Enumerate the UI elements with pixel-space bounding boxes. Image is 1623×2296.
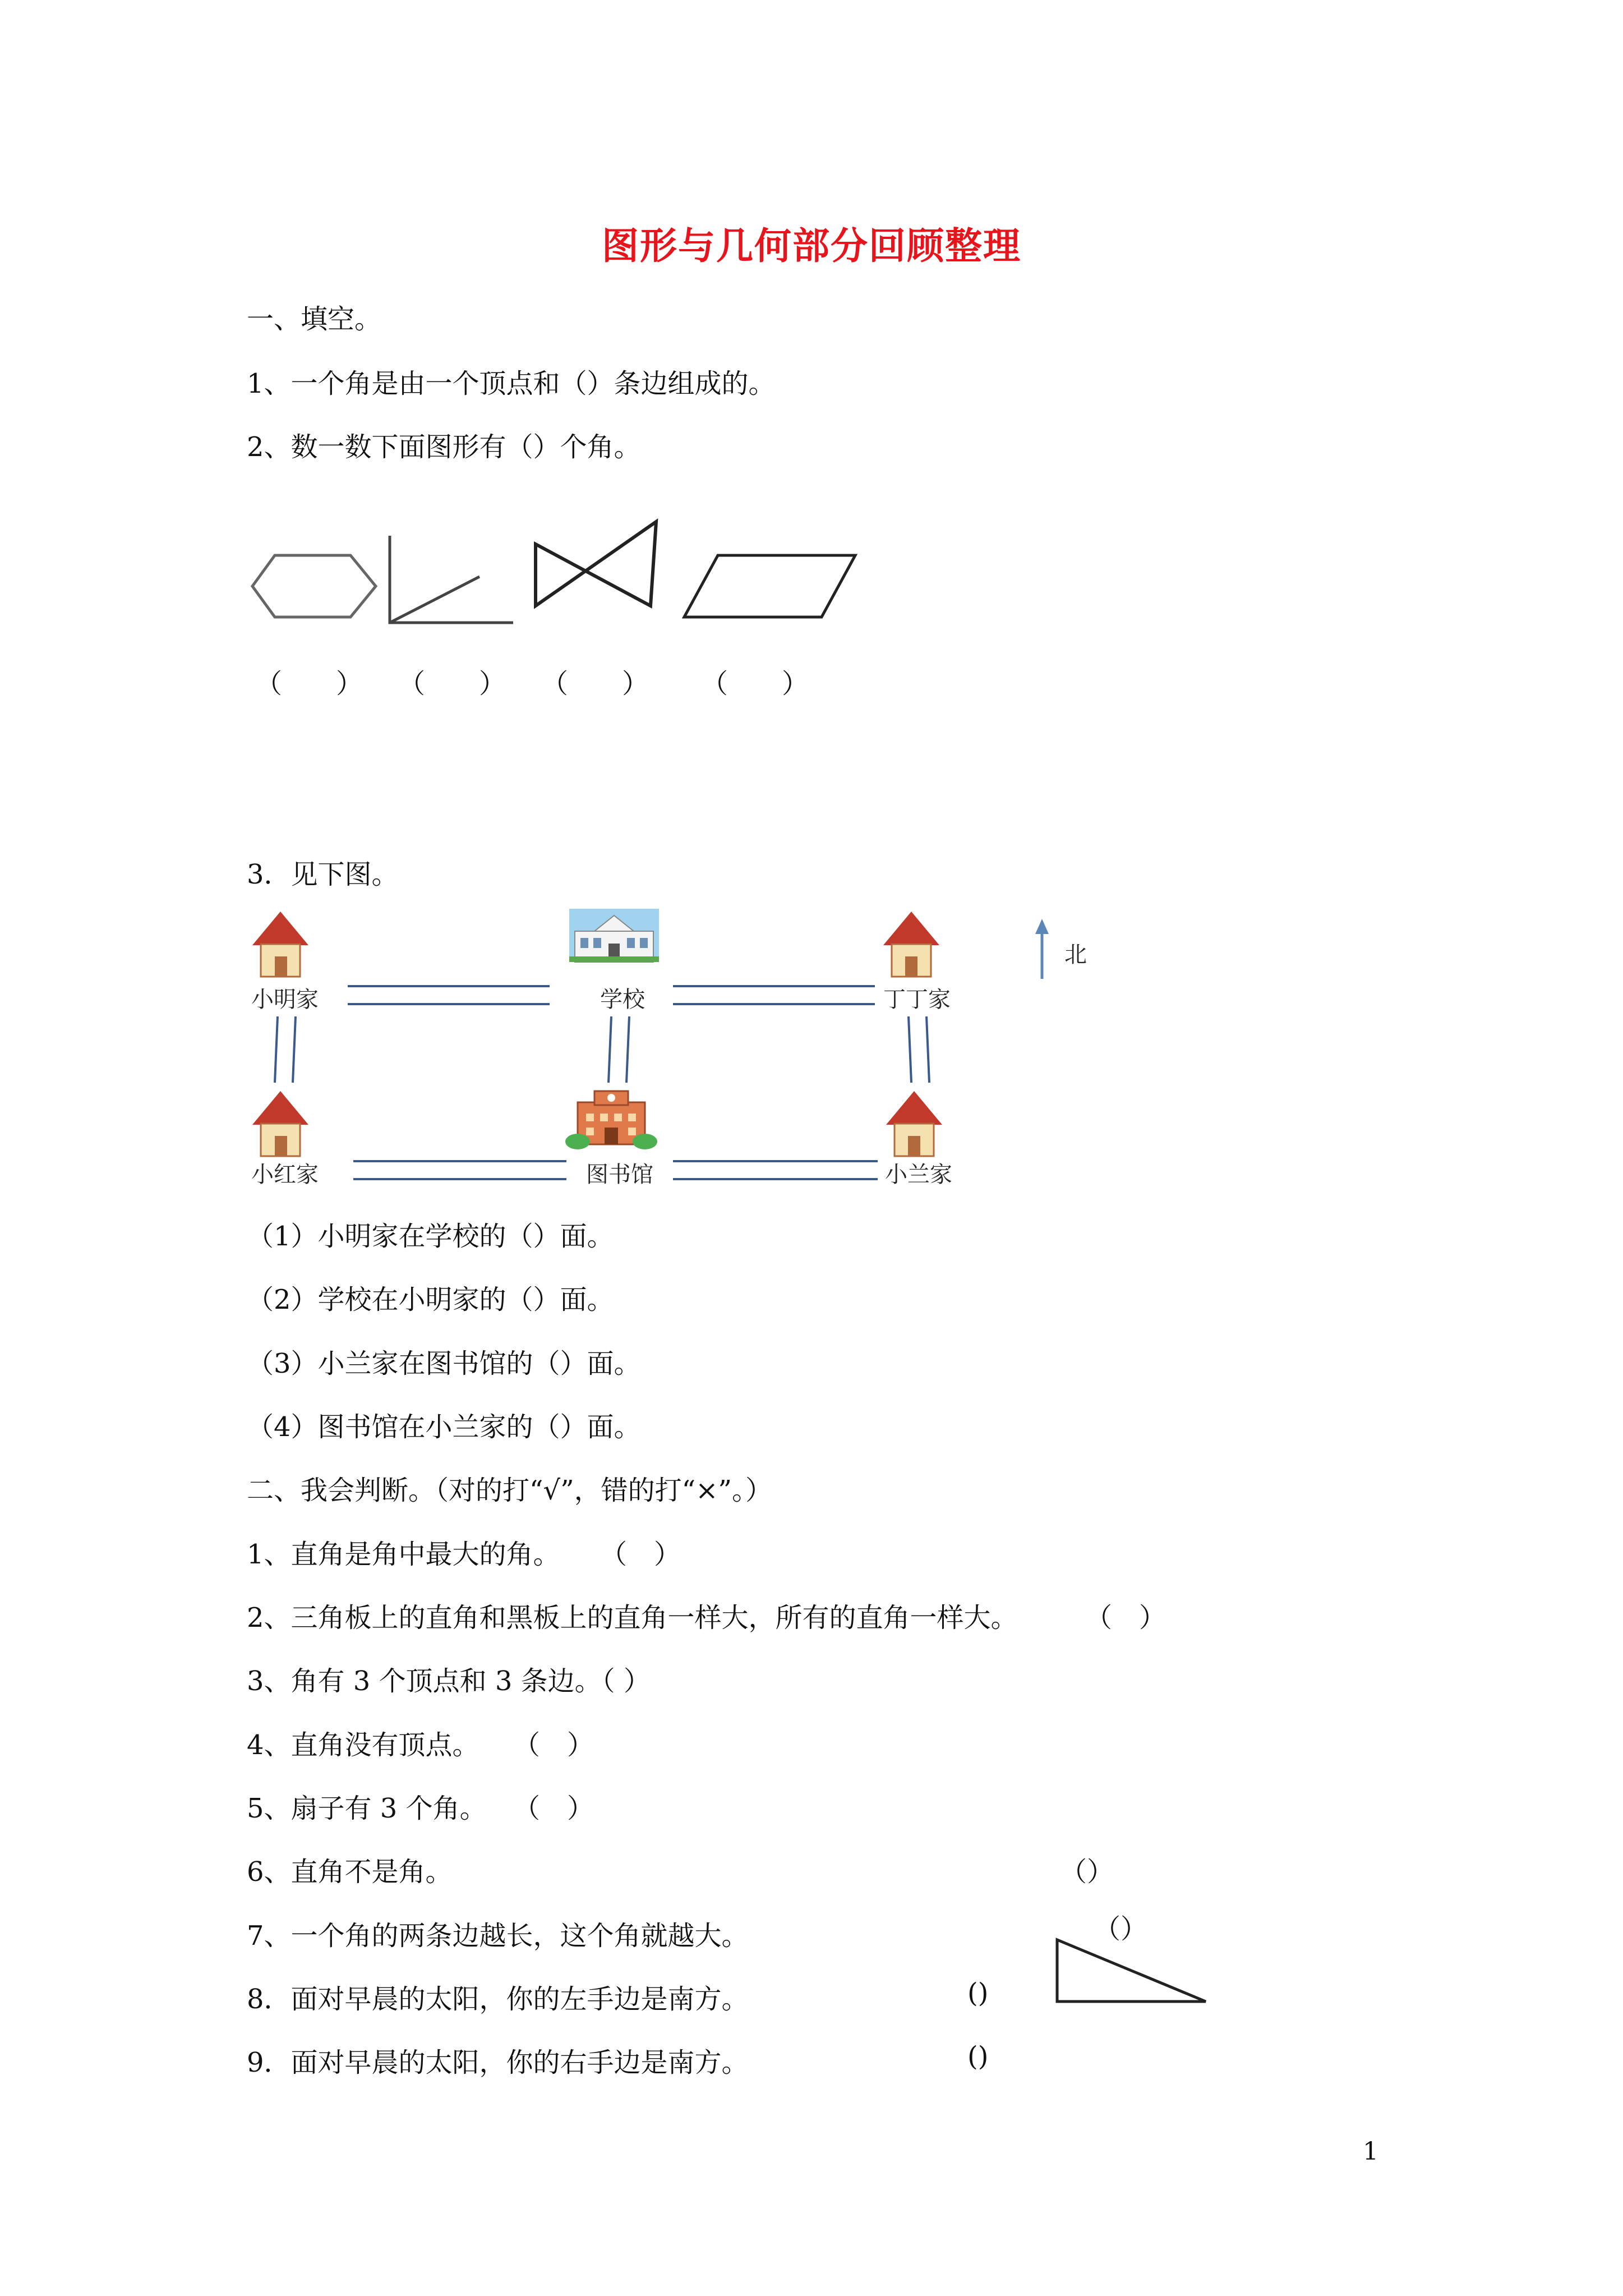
judge-item-7: 7、一个角的两条边越长，这个角就越大。 — [247, 1920, 749, 1952]
house-icon-xiaohong — [252, 1091, 308, 1156]
map-label-library: 图书馆 — [586, 1162, 653, 1188]
judge-mark-2[interactable]: （ ） — [1085, 1602, 1166, 1634]
right-triangle-figure — [1054, 1935, 1211, 2008]
q3-item-4: （4）图书馆在小兰家的（）面。 — [247, 1411, 641, 1443]
section1-heading: 一、填空。 — [247, 303, 382, 335]
judge-item-4: 4、直角没有顶点。 — [247, 1729, 479, 1761]
question-2: 2、数一数下面图形有（）个角。 — [247, 431, 641, 463]
judge-item-2: 2、三角板上的直角和黑板上的直角一样大，所有的直角一样大。 — [247, 1602, 1018, 1634]
judge-item-5: 5、扇子有 3 个角。 — [247, 1793, 487, 1824]
judge-mark-7[interactable]: （） — [1094, 1913, 1148, 1945]
school-icon — [569, 909, 659, 962]
map-label-xiaoming: 小明家 — [251, 987, 319, 1013]
road-lines — [275, 986, 929, 1179]
house-icon-dingding — [883, 912, 939, 977]
answer-blank-angle[interactable]: （ ） — [398, 668, 506, 700]
map-label-school: 学校 — [600, 987, 645, 1013]
answer-blank-hexagon[interactable]: （ ） — [255, 668, 363, 700]
judge-item-9: 9．面对早晨的太阳，你的右手边是南方。 — [247, 2047, 749, 2078]
judge-mark-6[interactable]: （） — [1060, 1856, 1114, 1888]
house-icon-xiaolan — [886, 1091, 942, 1156]
section2-heading: 二、我会判断。（对的打“√”，错的打“×”。） — [247, 1475, 772, 1506]
map-label-xiaohong: 小红家 — [251, 1162, 319, 1188]
judge-item-3: 3、角有 3 个顶点和 3 条边。（ ） — [247, 1665, 651, 1697]
judge-item-8: 8．面对早晨的太阳，你的左手边是南方。 — [247, 1984, 749, 2015]
page-title: 图形与几何部分回顾整理 — [602, 224, 1021, 268]
judge-mark-5[interactable]: （ ） — [513, 1793, 594, 1824]
question-1: 1、一个角是由一个顶点和（）条边组成的。 — [247, 368, 776, 399]
house-icon-xiaoming — [252, 912, 308, 977]
page-number: 1 — [1363, 2137, 1378, 2166]
judge-mark-8[interactable]: () — [967, 1977, 989, 2009]
q3-item-2: （2）学校在小明家的（）面。 — [247, 1284, 614, 1315]
judge-mark-9[interactable]: () — [967, 2041, 989, 2072]
map-label-xiaolan: 小兰家 — [885, 1162, 952, 1188]
q3-item-1: （1）小明家在学校的（）面。 — [247, 1221, 614, 1252]
judge-mark-4[interactable]: （ ） — [513, 1729, 594, 1761]
north-arrow-icon — [1035, 919, 1049, 979]
answer-blank-parallelogram[interactable]: （ ） — [701, 668, 809, 700]
judge-item-1: 1、直角是角中最大的角。 — [247, 1539, 560, 1570]
question-3: 3．见下图。 — [247, 859, 399, 890]
library-icon — [565, 1091, 657, 1149]
judge-item-6: 6、直角不是角。 — [247, 1856, 453, 1888]
answer-blank-bowtie[interactable]: （ ） — [541, 668, 649, 700]
map-label-dingding: 丁丁家 — [883, 987, 951, 1013]
judge-mark-1[interactable]: （ ） — [600, 1539, 681, 1570]
q3-item-3: （3）小兰家在图书馆的（）面。 — [247, 1348, 641, 1379]
map-label-north: 北 — [1064, 942, 1087, 968]
